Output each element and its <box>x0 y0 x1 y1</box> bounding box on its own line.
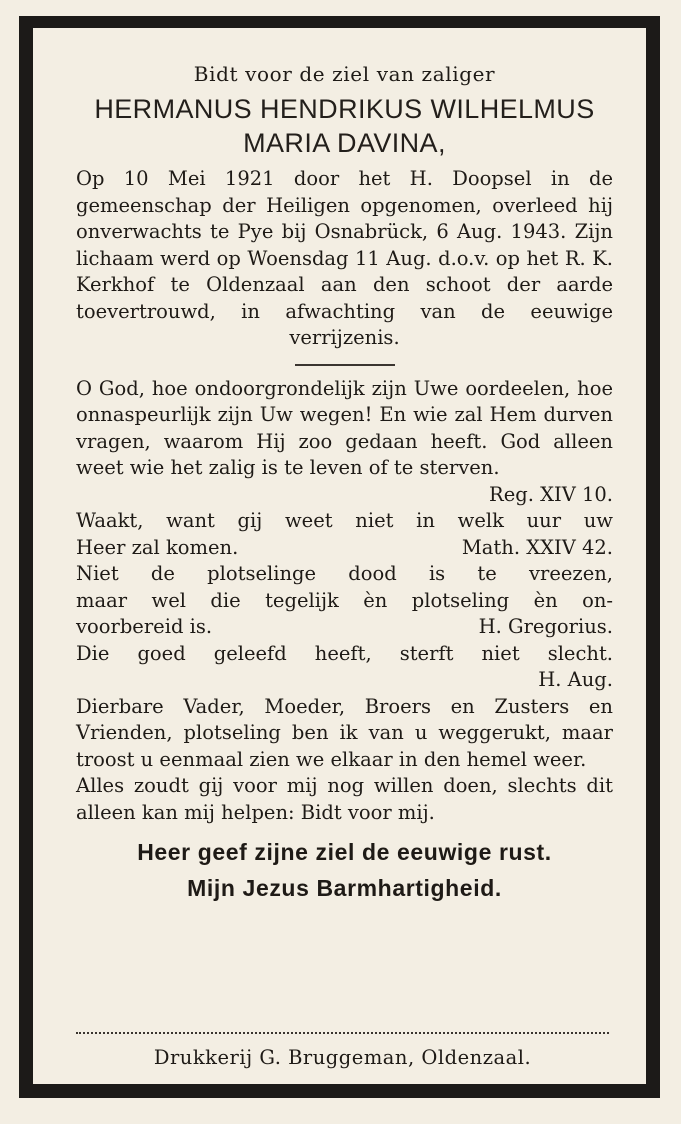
closing-prayer-line2: Mijn Jezus Barmhartigheid. <box>187 875 502 901</box>
dotted-divider <box>76 1032 609 1034</box>
quote-math-text: Heer zal komen. <box>76 535 239 559</box>
quote-gregorius-line1: Niet de plotselinge dood is te vreezen, <box>76 562 613 585</box>
header-line: Bidt voor de ziel van zaliger <box>193 62 496 86</box>
deceased-name-line2: MARIA DAVINA, <box>243 128 446 158</box>
card-content <box>76 62 613 904</box>
farewell-paragraph: Dierbare Vader, Moeder, Broers en Zusters en Vrienden, plotseling ben ik van u weggerukt, maar troost u eenmaal zien we elkaar in den hemel weer. <box>76 694 613 771</box>
quote-gregorius-reference: H. Gregorius. <box>478 615 613 638</box>
quote-aug-reference: H. Aug. <box>538 668 613 691</box>
quote-gregorius-line2: maar wel die tegelijk èn plotseling èn on- <box>76 588 613 612</box>
quote-aug: Die goed geleefd heeft, sterft niet slecht. <box>76 641 613 665</box>
quote-math-line2 <box>76 535 613 562</box>
biography-paragraph: Op 10 Mei 1921 door het H. Doopsel in de gemeenschap der Heiligen opgenomen, overleed hij onverwachts te Pye bij Osnabrück, 6 Aug. 1943. Zijn lichaam werd op Woensdag 11 Aug. d.o.v. op het R. K. Kerkhof te Oldenzaal aan den schoot der aarde toevertrouwd, in afwachting van de eeuwige verrijzenis. <box>76 167 613 349</box>
quote-gregorius-text: voorbereid is. <box>76 615 213 638</box>
quote-gregorius-line3 <box>76 614 613 641</box>
quote-math-line1: Waakt, want gij weet niet in welk uur uw <box>76 509 613 532</box>
quote-reg-reference: Reg. XIV 10. <box>489 482 613 506</box>
request-paragraph: Alles zoudt gij voor mij nog willen doen, slechts dit alleen kan mij helpen: Bidt voor mij. <box>76 774 613 824</box>
printer-credit: Drukkerij G. Bruggeman, Oldenzaal. <box>153 1046 532 1069</box>
closing-prayer-line1: Heer geef zijne ziel de eeuwige rust. <box>137 839 552 865</box>
separator-rule <box>295 364 395 366</box>
deceased-name-line1: HERMANUS HENDRIKUS WILHELMUS <box>94 94 595 124</box>
quote-reg: O God, hoe ondoorgrondelijk zijn Uwe oordeelen, hoe onnaspeurlijk zijn Uw wegen! En wie zal Hem durven vragen, waarom Hij zoo gedaan heeft. God alleen weet wie het zalig is te leven of te sterven. <box>76 376 613 479</box>
quote-math-reference: Math. XXIV 42. <box>461 535 613 559</box>
